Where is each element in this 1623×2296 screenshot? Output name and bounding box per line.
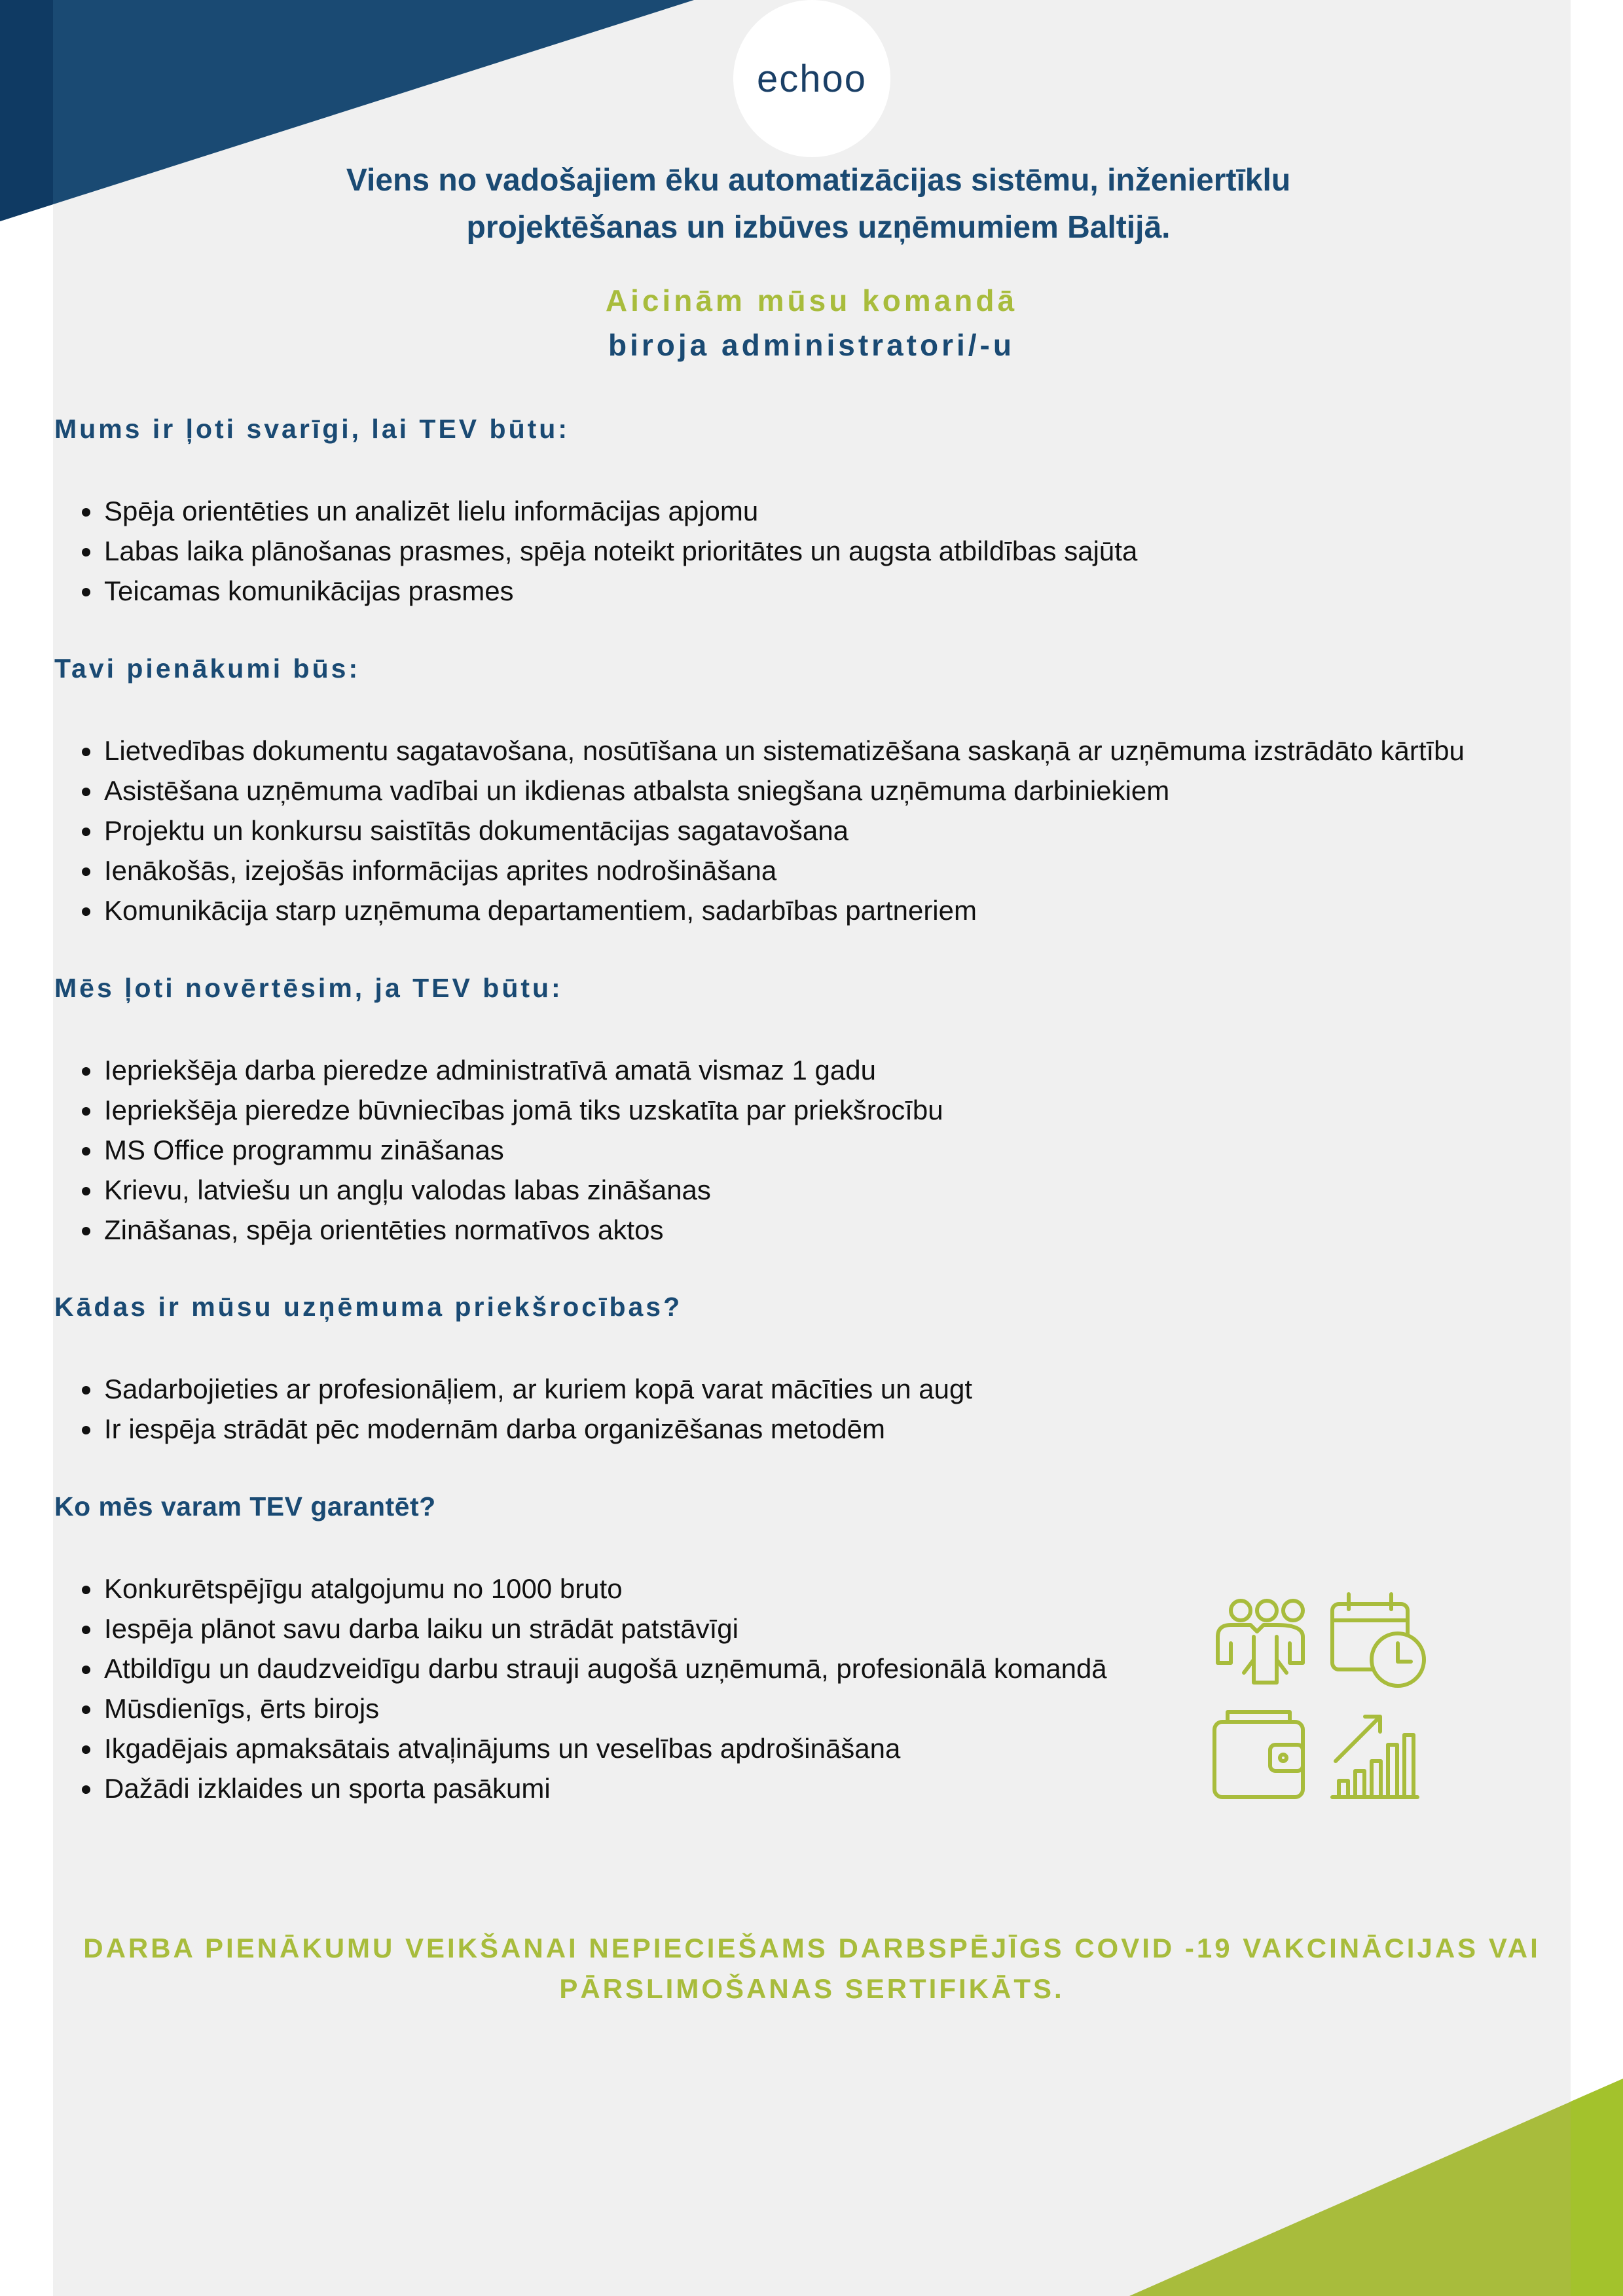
requirements-list bbox=[54, 491, 1137, 611]
list-item: • Krievu, latviešu un angļu valodas labas zināšanas bbox=[103, 1170, 943, 1210]
list-item: • Iepriekšēja darba pieredze administratīvā amatā vismaz 1 gadu bbox=[103, 1050, 943, 1090]
list-item: • Spēja orientēties un analizēt lielu informācijas apjomu bbox=[103, 491, 1137, 531]
list-item: • Labas laika plānošanas prasmes, spēja noteikt prioritātes un augsta atbildības sajūta bbox=[103, 531, 1137, 571]
team-icon bbox=[1218, 1601, 1303, 1683]
logo-text: echoo bbox=[756, 57, 867, 100]
invite-line-1: Aicinām mūsu komandā bbox=[605, 283, 1018, 318]
appreciated-list bbox=[54, 1050, 943, 1250]
list-item: • Ir iespēja strādāt pēc modernām darba organizēšanas metodēm bbox=[103, 1409, 972, 1449]
page-headline: Viens no vadošajiem ēku automatizācijas sistēmu, inženiertīklu projektēšanas un izbūves uzņēmumiem Baltijā. bbox=[346, 163, 1291, 245]
list-item: • Sadarbojieties ar profesionāļiem, ar kuriem kopā varat mācīties un augt bbox=[103, 1369, 972, 1409]
list-item: • MS Office programmu zināšanas bbox=[103, 1130, 943, 1170]
list-item: • Komunikācija starp uzņēmuma departamentiem, sadarbības partneriem bbox=[103, 890, 1465, 930]
list-item: • Ikgadējais apmaksātais atvaļinājums un veselības apdrošināšana bbox=[103, 1728, 1107, 1768]
list-item: • Projektu un konkursu saistītās dokumentācijas sagatavošana bbox=[103, 811, 1465, 850]
list-item: • Dažādi izklaides un sporta pasākumi bbox=[103, 1768, 1107, 1808]
benefit-icons bbox=[1211, 1591, 1434, 1807]
logo bbox=[733, 0, 890, 157]
advantages-list bbox=[54, 1369, 972, 1449]
list-item: • Teicamas komunikācijas prasmes bbox=[103, 571, 1137, 611]
growth-chart-icon bbox=[1332, 1717, 1417, 1797]
section-title-advantages: Kādas ir mūsu uzņēmuma priekšrocības? bbox=[54, 1292, 683, 1322]
section-title-appreciated: Mēs ļoti novērtēsim, ja TEV būtu: bbox=[54, 973, 563, 1003]
section-title-duties: Tavi pienākumi būs: bbox=[54, 653, 361, 683]
list-item: • Ienākošās, izejošās informācijas aprites nodrošināšana bbox=[103, 850, 1465, 890]
list-item: • Iespēja plānot savu darba laiku un strādāt patstāvīgi bbox=[103, 1609, 1107, 1649]
list-item: • Zināšanas, spēja orientēties normatīvos aktos bbox=[103, 1210, 943, 1250]
duties-list bbox=[54, 731, 1465, 930]
wallet-icon bbox=[1214, 1712, 1303, 1797]
list-item: • Mūsdienīgs, ērts birojs bbox=[103, 1688, 1107, 1728]
list-item: • Atbildīgu un daudzveidīgu darbu strauji augošā uzņēmumā, profesionālā komandā bbox=[103, 1649, 1107, 1688]
section-title-guarantees: Ko mēs varam TEV garantēt? bbox=[54, 1491, 436, 1522]
list-item: • Iepriekšēja pieredze būvniecības jomā tiks uzskatīta par priekšrocību bbox=[103, 1090, 943, 1130]
guarantees-list bbox=[54, 1569, 1107, 1808]
list-item: • Konkurētspējīgu atalgojumu no 1000 bruto bbox=[103, 1569, 1107, 1609]
calendar-clock-icon bbox=[1332, 1594, 1424, 1686]
section-title-requirements: Mums ir ļoti svarīgi, lai TEV būtu: bbox=[54, 414, 570, 444]
list-item: • Asistēšana uzņēmuma vadībai un ikdienas atbalsta sniegšana uzņēmuma darbiniekiem bbox=[103, 771, 1465, 811]
list-item: • Lietvedības dokumentu sagatavošana, nosūtīšana un sistematizēšana saskaņā ar uzņēmuma izstrādāto kārtību bbox=[103, 731, 1465, 771]
covid-notice: DARBA PIENĀKUMU VEIKŠANAI NEPIECIEŠAMS DARBSPĒJĪGS COVID -19 VAKCINĀCIJAS VAI PĀRSLIMOŠANAS SERTIFIKĀTS. bbox=[83, 1933, 1541, 2004]
position-title: biroja administratori/-u bbox=[608, 328, 1015, 362]
